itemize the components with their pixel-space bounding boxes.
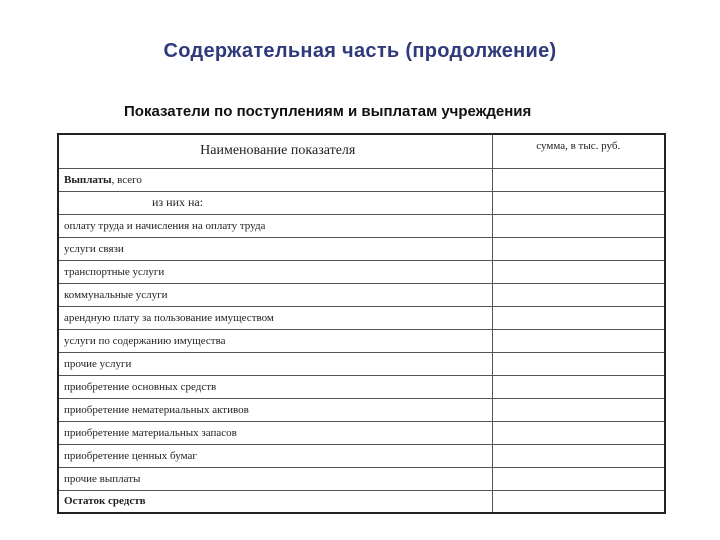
table-row	[58, 352, 665, 375]
indicators-table	[57, 133, 666, 514]
row-label: приобретение материальных запасов	[58, 421, 492, 444]
row-label-rest: , всего	[111, 173, 142, 186]
row-label: из них на:	[58, 191, 492, 214]
row-label: прочие услуги	[58, 352, 492, 375]
row-label: приобретение нематериальных активов	[58, 398, 492, 421]
table-row	[58, 398, 665, 421]
row-label: приобретение ценных бумаг	[58, 444, 492, 467]
value-cell	[492, 214, 665, 237]
table-row	[58, 191, 665, 214]
value-cell	[492, 237, 665, 260]
table-row	[58, 375, 665, 398]
table-row	[58, 444, 665, 467]
table-title: Показатели по поступлениям и выплатам учреждения	[124, 103, 532, 120]
value-cell	[492, 398, 665, 421]
value-cell	[492, 191, 665, 214]
row-label: оплату труда и начисления на оплату труда	[58, 214, 492, 237]
value-cell	[492, 352, 665, 375]
table-row	[58, 283, 665, 306]
value-cell	[492, 421, 665, 444]
row-label	[58, 168, 492, 191]
row-label: арендную плату за пользование имуществом	[58, 306, 492, 329]
slide-title: Содержательная часть (продолжение)	[163, 40, 557, 62]
table-row	[58, 260, 665, 283]
row-label: услуги по содержанию имущества	[58, 329, 492, 352]
table-row	[58, 421, 665, 444]
table-row	[58, 490, 665, 513]
value-cell	[492, 260, 665, 283]
value-cell	[492, 283, 665, 306]
value-cell	[492, 168, 665, 191]
row-label: прочие выплаты	[58, 467, 492, 490]
row-label: коммунальные услуги	[58, 283, 492, 306]
row-label: транспортные услуги	[58, 260, 492, 283]
table-row	[58, 237, 665, 260]
value-cell	[492, 467, 665, 490]
table-row	[58, 306, 665, 329]
row-label: Остаток средств	[58, 490, 492, 513]
row-label: приобретение основных средств	[58, 375, 492, 398]
value-cell	[492, 375, 665, 398]
value-cell	[492, 490, 665, 513]
table-row	[58, 467, 665, 490]
row-label-bold: Выплаты	[64, 173, 112, 186]
table-header-row	[58, 134, 665, 168]
header-sum-cell: сумма, в тыс. руб.	[492, 134, 665, 168]
header-name-cell: Наименование показателя	[58, 134, 492, 168]
value-cell	[492, 306, 665, 329]
table-row	[58, 214, 665, 237]
row-label: услуги связи	[58, 237, 492, 260]
table-row	[58, 329, 665, 352]
value-cell	[492, 329, 665, 352]
value-cell	[492, 444, 665, 467]
table-row	[58, 168, 665, 191]
